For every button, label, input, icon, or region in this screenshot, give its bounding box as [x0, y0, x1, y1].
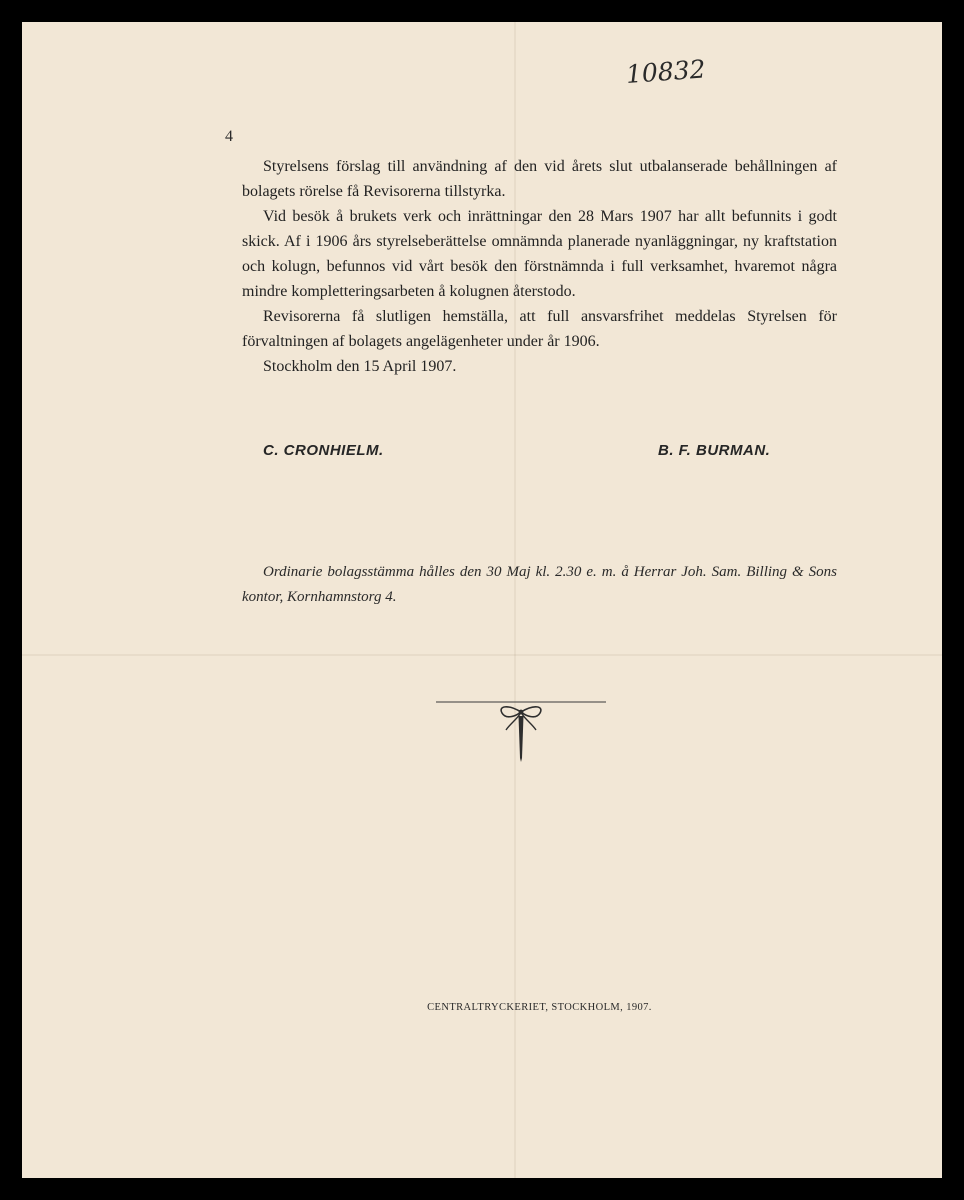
printer-imprint: CENTRALTRYCKERIET, STOCKHOLM, 1907. — [427, 1002, 652, 1013]
body-text — [242, 154, 837, 379]
signature-block — [242, 442, 837, 468]
meeting-notice-text: Ordinarie bolagsstämma hålles den 30 Maj kl. 2.30 e. m. å Herrar Joh. Sam. Billing & Sons kontor, Kornhamnstorg 4. — [242, 564, 837, 605]
signature-cronhielm: C. CRONHIELM. — [263, 442, 384, 459]
handwritten-archive-number: 10832 — [625, 54, 707, 89]
paragraph-proposal: Styrelsens förslag till användning af den vid årets slut utbalanserade behållningen af bolagets rörelse få Revisorerna tillstyrka. — [242, 158, 837, 200]
ribbon-ornament-icon — [436, 700, 606, 764]
paragraph-inspection: Vid besök å brukets verk och inrättningar den 28 Mars 1907 har allt befunnits i godt skick. Af i 1906 års styrelseberättelse omnämnda planerade nyanläggningar, ny kraftstation och kolugn, befunnos vid vårt besök den förstnämnda i full verksamhet, hvaremot några mindre kompletteringsarbeten å kolugnen återstodo. — [242, 208, 837, 300]
horizontal-fold-line — [22, 654, 942, 656]
paragraph-date-place: Stockholm den 15 April 1907. — [263, 358, 457, 375]
document-page — [22, 22, 942, 1178]
paragraph-discharge: Revisorerna få slutligen hemställa, att full ansvarsfrihet meddelas Styrelsen för förvaltningen af bolagets angelägenheter under år 1906. — [242, 308, 837, 350]
page-number: 4 — [225, 128, 233, 145]
meeting-notice — [242, 560, 837, 610]
signature-burman: B. F. BURMAN. — [658, 442, 771, 459]
